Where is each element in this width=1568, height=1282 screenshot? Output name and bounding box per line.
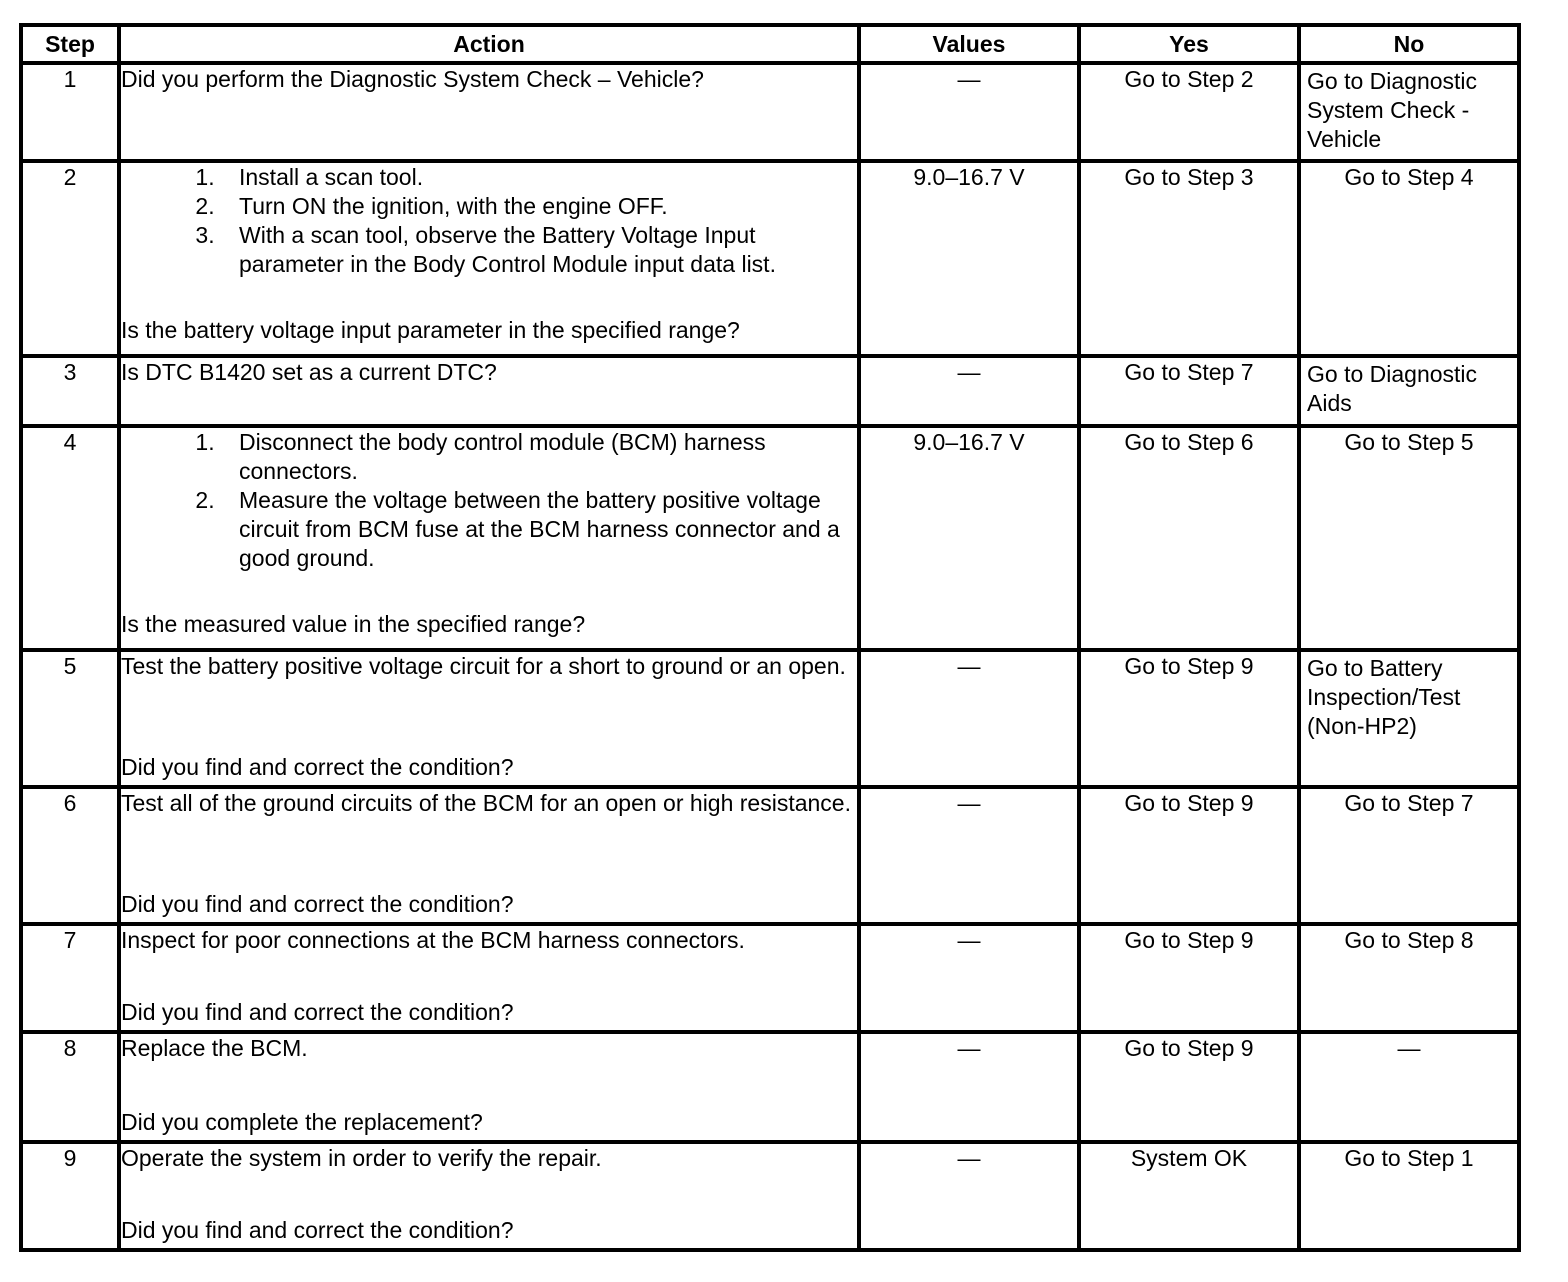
- header-values: Values: [859, 25, 1079, 63]
- no-outcome: —: [1397, 1035, 1421, 1061]
- values-cell: —: [859, 650, 1079, 787]
- action-instruction: Replace the BCM.: [121, 1035, 308, 1061]
- no-outcome: Go to Step 4: [1344, 164, 1474, 190]
- yes-cell: [1079, 63, 1299, 161]
- yes-outcome: System OK: [1130, 1145, 1248, 1171]
- values-cell: —: [859, 924, 1079, 1032]
- values-cell: —: [859, 1142, 1079, 1250]
- no-cell: [1299, 426, 1519, 650]
- table-row: [21, 356, 1519, 426]
- no-outcome: Go to Step 1: [1344, 1145, 1474, 1171]
- step-number: 7: [21, 924, 119, 1032]
- step-number: 2: [21, 161, 119, 356]
- yes-outcome: Go to Step 9: [1124, 653, 1254, 679]
- yes-cell: [1079, 356, 1299, 426]
- table-row: [21, 924, 1519, 1032]
- action-cell: [119, 356, 859, 426]
- table-row: [21, 650, 1519, 787]
- no-outcome: Go to Step 8: [1344, 927, 1474, 953]
- substep-item: 1. Install a scan tool.: [221, 163, 857, 192]
- action-instruction: Test the battery positive voltage circuit for a short to ground or an open.: [121, 653, 846, 679]
- diagnostic-table: [19, 23, 1521, 1252]
- step-number: 3: [21, 356, 119, 426]
- values-cell: 9.0–16.7 V: [859, 426, 1079, 650]
- step-number: 8: [21, 1032, 119, 1142]
- table-row: [21, 1032, 1519, 1142]
- action-cell: [119, 1032, 859, 1142]
- step-number: 6: [21, 787, 119, 924]
- substep-list: [121, 428, 857, 573]
- step-number: 1: [21, 63, 119, 161]
- action-question: Did you find and correct the condition?: [121, 754, 514, 780]
- values-cell: —: [859, 787, 1079, 924]
- substep-item: 2. Measure the voltage between the battery positive voltage circuit from BCM fuse at the BCM harness connector and a good ground.: [221, 486, 857, 573]
- action-question: Did you find and correct the condition?: [121, 891, 514, 917]
- yes-cell: [1079, 1142, 1299, 1250]
- yes-outcome: Go to Step 2: [1124, 66, 1254, 92]
- action-cell: [119, 924, 859, 1032]
- action-cell: [119, 787, 859, 924]
- action-question: Did you find and correct the condition?: [121, 999, 514, 1025]
- yes-cell: [1079, 161, 1299, 356]
- header-step: Step: [21, 25, 119, 63]
- yes-cell: [1079, 787, 1299, 924]
- yes-outcome: Go to Step 3: [1124, 164, 1254, 190]
- action-cell: [119, 426, 859, 650]
- substep-item: 2. Turn ON the ignition, with the engine OFF.: [221, 192, 857, 221]
- table-row: [21, 787, 1519, 924]
- action-instruction: Inspect for poor connections at the BCM harness connectors.: [121, 927, 745, 953]
- action-cell: [119, 63, 859, 161]
- no-outcome: Go to Diagnostic Aids: [1307, 361, 1478, 416]
- yes-cell: [1079, 426, 1299, 650]
- yes-outcome: Go to Step 6: [1124, 429, 1254, 455]
- values-cell: 9.0–16.7 V: [859, 161, 1079, 356]
- action-question: Is the measured value in the specified range?: [121, 611, 586, 637]
- action-question: Is the battery voltage input parameter in the specified range?: [121, 317, 740, 343]
- no-cell: [1299, 1142, 1519, 1250]
- table-row: [21, 1142, 1519, 1250]
- action-instruction: Operate the system in order to verify the repair.: [121, 1145, 602, 1171]
- action-cell: [119, 650, 859, 787]
- no-cell: [1299, 1032, 1519, 1142]
- no-cell: [1299, 356, 1519, 426]
- table-row: [21, 63, 1519, 161]
- values-cell: —: [859, 1032, 1079, 1142]
- no-cell: [1299, 787, 1519, 924]
- no-cell: [1299, 924, 1519, 1032]
- substep-list: [121, 163, 857, 279]
- action-instruction: Did you perform the Diagnostic System Check – Vehicle?: [121, 66, 704, 92]
- table-row: [21, 426, 1519, 650]
- yes-outcome: Go to Step 7: [1124, 359, 1254, 385]
- yes-cell: [1079, 924, 1299, 1032]
- header-action: Action: [119, 25, 859, 63]
- no-cell: [1299, 63, 1519, 161]
- action-instruction: Test all of the ground circuits of the BCM for an open or high resistance.: [121, 790, 851, 816]
- yes-outcome: Go to Step 9: [1124, 790, 1254, 816]
- table-body: [21, 63, 1519, 1250]
- no-outcome: Go to Diagnostic System Check - Vehicle: [1307, 68, 1478, 152]
- action-question: Did you find and correct the condition?: [121, 1217, 514, 1243]
- no-outcome: Go to Step 5: [1344, 429, 1474, 455]
- substep-item: 1. Disconnect the body control module (BCM) harness connectors.: [221, 428, 857, 486]
- no-outcome: Go to Battery Inspection/Test (Non-HP2): [1307, 655, 1461, 739]
- values-cell: —: [859, 63, 1079, 161]
- header-yes: Yes: [1079, 25, 1299, 63]
- no-cell: [1299, 161, 1519, 356]
- header-row: [21, 25, 1519, 63]
- table-row: [21, 161, 1519, 356]
- yes-outcome: Go to Step 9: [1124, 1035, 1254, 1061]
- substep-item: 3. With a scan tool, observe the Battery Voltage Input parameter in the Body Control Module input data list.: [221, 221, 857, 279]
- yes-cell: [1079, 1032, 1299, 1142]
- action-question: Did you complete the replacement?: [121, 1109, 483, 1135]
- yes-cell: [1079, 650, 1299, 787]
- action-instruction: Is DTC B1420 set as a current DTC?: [121, 359, 497, 385]
- step-number: 4: [21, 426, 119, 650]
- header-no: No: [1299, 25, 1519, 63]
- step-number: 5: [21, 650, 119, 787]
- step-number: 9: [21, 1142, 119, 1250]
- yes-outcome: Go to Step 9: [1124, 927, 1254, 953]
- no-cell: [1299, 650, 1519, 787]
- action-cell: [119, 1142, 859, 1250]
- values-cell: —: [859, 356, 1079, 426]
- action-cell: [119, 161, 859, 356]
- no-outcome: Go to Step 7: [1344, 790, 1474, 816]
